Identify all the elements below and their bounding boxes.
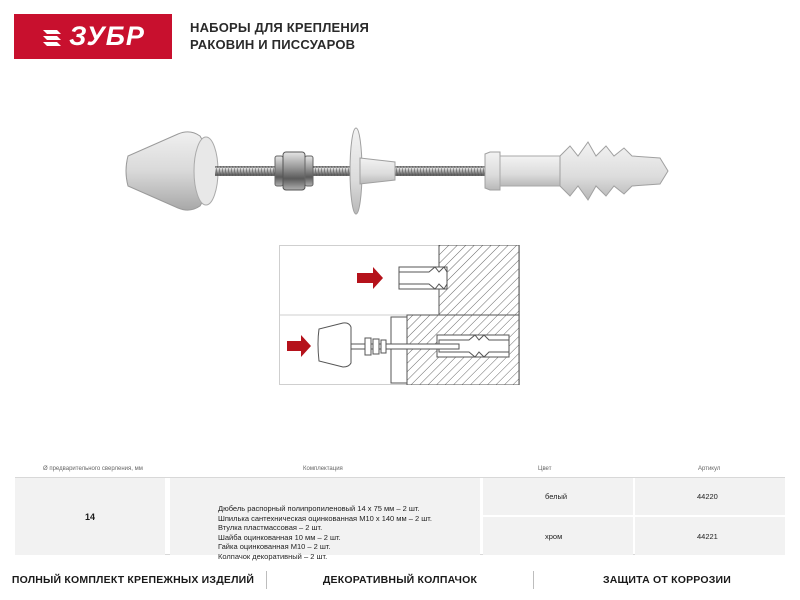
product-image (120, 118, 700, 228)
plastic-sleeve (350, 128, 395, 214)
cell-article: 44221 (635, 517, 785, 555)
kit-item: Дюбель распорный полипропиленовый 14 х 75 мм – 2 шт. (218, 504, 420, 513)
table-header (15, 460, 785, 478)
brand-stripes-icon (41, 26, 63, 48)
expansion-dowel (485, 142, 668, 200)
cell-article: 44220 (635, 478, 785, 515)
cell-color: хром (483, 517, 633, 555)
feature-decorative-cap: ДЕКОРАТИВНЫЙ КОЛПАЧОК (322, 574, 478, 586)
header-color: Цвет (538, 466, 552, 472)
table-body (15, 478, 785, 561)
feature-strip (0, 568, 800, 592)
header-article: Артикул (698, 466, 721, 472)
cell-kit (170, 478, 480, 561)
header-diameter: Ø предварительного сверления, мм (43, 466, 143, 472)
brand-logo (14, 14, 172, 59)
brand-name: ЗУБР (69, 21, 145, 51)
feature-corrosion-protection: ЗАЩИТА ОТ КОРРОЗИИ (602, 574, 732, 586)
kit-item: Шпилька сантехническая оцинкованная М10 х 140 мм – 2 шт. (218, 513, 432, 523)
kit-item: Шайба оцинкованная 10 мм – 2 шт. (218, 532, 341, 542)
spec-table (15, 460, 785, 561)
header-kit: Комплектация (303, 466, 343, 472)
nut-and-washer (275, 152, 313, 190)
cell-diameter: 14 (15, 478, 165, 555)
feature-complete-kit: ПОЛНЫЙ КОМПЛЕКТ КРЕПЕЖНЫХ ИЗДЕЛИЙ (11, 574, 255, 586)
installation-diagram (279, 245, 520, 385)
title-line-2: РАКОВИН И ПИССУАРОВ (190, 37, 356, 52)
kit-item: Гайка оцинкованная М10 – 2 шт. (218, 542, 331, 552)
page-title (190, 19, 369, 53)
cell-color: белый (483, 478, 633, 515)
title-line-1: НАБОРЫ ДЛЯ КРЕПЛЕНИЯ (190, 20, 370, 35)
decorative-cap (126, 132, 218, 210)
kit-item: Втулка пластмассовая – 2 шт. (218, 523, 323, 533)
kit-item: Колпачок декоративный – 2 шт. (218, 551, 328, 561)
